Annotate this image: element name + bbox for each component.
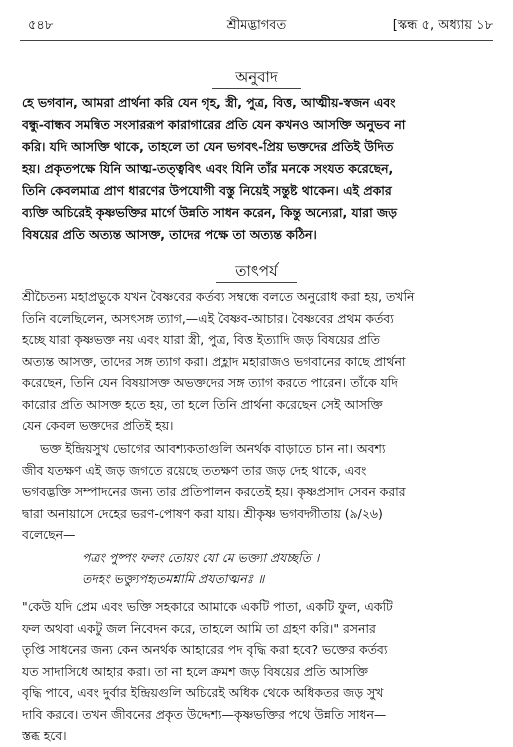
purport-line: ভগবদ্ভক্তি সম্পাদনের জন্য তার প্রতিপালন করতেই হয়। কৃষ্ণপ্রসাদ সেবন করার [22, 484, 406, 499]
purport-line: তৃপ্তি সাধনের জন্য কেন অনর্থক আহারের পদ বৃদ্ধি করা হবে? ভক্তের কর্তব্য [22, 642, 388, 657]
purport-line: হচ্ছে যারা কৃষ্ণভক্ত নয় এবং যারা স্ত্রী, পুত্র, বিত্ত ইত্যাদি জড় বিষয়ের প্রতি [22, 332, 380, 347]
translation-heading-underline [212, 88, 301, 89]
purport-line: বলেছেন— [22, 527, 76, 542]
purport-line: দাবি করবে। তখন জীবনের প্রকৃত উদ্দেশ্য—কৃষ্ণভক্তির পথে উন্নতি সাধন— [22, 706, 387, 722]
purport-line: কারোর প্রতি আসক্ত হতে হয়, তা হলে তিনি প্রার্থনা করেছেন সেই আসক্তি [22, 396, 383, 412]
translation-line: করি। যদি আসক্তি থাকে, তাহলে তা যেন ভগবৎ-প্রিয় ভক্তদের প্রতিই উদিত [22, 139, 394, 154]
purport-line: ফল অথবা একটু জল নিবেদন করে, তাহলে আমি তা গ্রহণ করি।" রসনার [22, 620, 376, 636]
purport-line: জীব যতক্ষণ এই জড় জগতে রয়েছে ততক্ষণ তার জড় দেহ থাকে, এবং [22, 462, 367, 478]
translation-text [22, 92, 493, 246]
purport-paragraph-3 [22, 596, 493, 747]
purport-line: যেন কেবল ভক্তদের প্রতিই হয়। [22, 418, 174, 433]
purport-heading-underline [216, 282, 297, 283]
purport-line: করেছেন, তিনি যেন বিষয়াসক্ত অভক্তদের সঙ্গ ত্যাগ করতে পারেন। তাঁকে যদি [22, 375, 398, 390]
purport-line: ভক্ত ইন্দ্রিয়সুখ ভোগের আবশ্যকতাগুলি অনর্থক বাড়াতে চান না। অবশ্য [40, 441, 386, 456]
purport-line: "কেউ যদি প্রেম এবং ভক্তি সহকারে আমাকে একটি পাতা, একটি ফুল, একটি [22, 599, 393, 614]
purport-paragraph-2 [22, 438, 493, 546]
purport-line: দ্বারা অনায়াসে দেহের ভরণ-পোষণ করা যায়। শ্রীকৃষ্ণ ভগবদ্গীতায় (৯/২৬) [22, 505, 383, 521]
gita-verse [82, 547, 482, 589]
purport-paragraph-1 [22, 286, 493, 437]
translation-line: হয়। প্রকৃতপক্ষে যিনি আত্ম-তত্ত্ববিৎ এবং যিনি তাঁর মনকে সংযত করেছেন, [22, 161, 394, 176]
purport-heading: তাৎপর্য [235, 262, 278, 280]
translation-line: হে ভগবান, আমরা প্রার্থনা করি যেন গৃহ, স্ত্রী, পুত্র, বিত্ত, আত্মীয়-স্বজন এবং [22, 95, 396, 110]
header-rule [20, 40, 493, 41]
translation-line: বিষয়ের প্রতি অত্যন্ত আসক্ত, তাদের পক্ষে তা অত্যন্ত কঠিন। [22, 227, 317, 242]
translation-heading: অনুবাদ [235, 68, 278, 86]
translation-line: তিনি কেবলমাত্র প্রাণ ধারণের উপযোগী বস্তু নিয়েই সন্তুষ্ট থাকেন। এই প্রকার [22, 183, 392, 198]
page-number: ৫৪৮ [28, 18, 54, 33]
translation-line: বন্ধু-বান্ধব সমন্বিত সংসাররূপ কারাগারের প্রতি যেন কখনও আসক্তি অনুভব না [22, 117, 406, 132]
book-title: শ্রীমদ্ভাগবত [226, 18, 287, 33]
verse-line: তদহং ভক্ত্যুপহৃতমশ্নামি প্রযতাত্মনঃ ॥ [82, 571, 265, 586]
purport-line: বৃদ্ধি পাবে, এবং দুর্বার ইন্দ্রিয়গুলি অচিরেই অধিক থেকে অধিকতর জড় সুখ [22, 685, 384, 700]
purport-line: অত্যন্ত আসক্ত, তাদের সঙ্গ ত্যাগ করা। প্রহ্লাদ মহারাজও ভগবানের কাছে প্রার্থনা [22, 353, 406, 369]
chapter-reference: [স্কন্ধ ৫, অধ্যায় ১৮ [392, 18, 493, 33]
purport-line: যত সাদাসিধে আহার করা। তা না হলে ক্রমশ জড় বিষয়ের প্রতি আসক্তি [22, 663, 368, 679]
purport-line: শ্রীচৈতন্য মহাপ্রভুকে যখন বৈষ্ণবের কর্তব্য সম্বন্ধে বলতে অনুরোধ করা হয়, তখনি [22, 289, 415, 304]
purport-line: স্তব্ধ হবে। [22, 728, 67, 743]
verse-line: পত্রং পুষ্পং ফলং তোয়ং যো মে ভক্ত্যা প্রযচ্ছতি । [82, 550, 320, 565]
purport-line: তিনি বলেছিলেন, অসৎসঙ্গ ত্যাগ,—এই বৈষ্ণব-আচার। বৈষ্ণবের প্রথম কর্তব্য [22, 310, 394, 326]
translation-line: ব্যক্তি অচিরেই কৃষ্ণভক্তির মার্গে উন্নতি সাধন করেন, কিন্তু অন্যেরা, যারা জড় [22, 205, 397, 220]
